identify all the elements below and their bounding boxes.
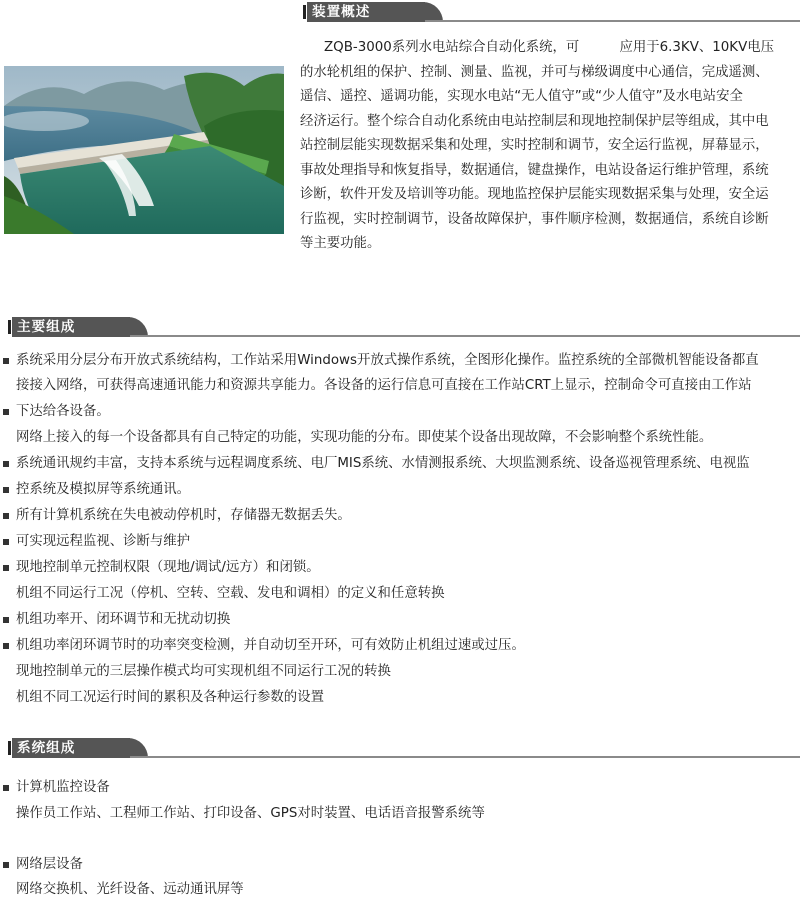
list-item: 机组不同工况运行时间的累积及各种运行参数的设置 bbox=[16, 690, 324, 705]
bullet-icon bbox=[3, 461, 9, 467]
header-accent-bar bbox=[303, 5, 306, 19]
list-item: 接接入网络，可获得高速通讯能力和资源共享能力。各设备的运行信息可直接在工作站CRT上显示，控制命令可直接由工作站 bbox=[16, 378, 752, 393]
overview-line: 经济运行。整个综合自动化系统由电站控制层和现地控制保护层等组成，其中电 bbox=[300, 113, 769, 129]
system-group-heading: 计算机监控设备 bbox=[16, 780, 110, 795]
system-group-detail: 操作员工作站、工程师工作站、打印设备、GPS对时装置、电话语音报警系统等 bbox=[16, 806, 485, 821]
overview-line: 诊断，软件开发及培训等功能。现地监控保护层能实现数据采集与处理，安全运 bbox=[300, 187, 769, 202]
overview-line: 等主要功能。 bbox=[300, 236, 381, 251]
list-item: 控系统及模拟屏等系统通讯。 bbox=[16, 482, 191, 497]
bullet-icon bbox=[3, 565, 9, 571]
bullet-icon bbox=[3, 358, 9, 364]
overview-line: 的水轮机组的保护、控制、测量、监视，并可与梯级调度中心通信，完成遥测、 bbox=[300, 64, 769, 80]
list-item: 可实现远程监视、诊断与维护 bbox=[16, 534, 191, 549]
hydropower-dam-photo bbox=[4, 66, 284, 234]
overview-paragraph bbox=[300, 36, 796, 257]
bullet-icon bbox=[3, 487, 9, 493]
header-rule bbox=[425, 20, 800, 22]
system-title: 系统组成 bbox=[12, 738, 130, 758]
bullet-icon bbox=[3, 862, 9, 868]
list-item: 机组功率闭环调节时的功率突变检测，并自动切至开环，可有效防止机组过速或过压。 bbox=[16, 638, 525, 653]
overview-line: 事故处理指导和恢复指导，数据通信，键盘操作，电站设备运行维护管理，系统 bbox=[300, 162, 769, 178]
bullet-icon bbox=[3, 539, 9, 545]
bullet-icon bbox=[3, 617, 9, 623]
bullet-icon bbox=[3, 785, 9, 791]
system-section-header bbox=[0, 738, 800, 758]
system-group-detail: 网络交换机、光纤设备、远动通讯屏等 bbox=[16, 882, 244, 897]
bullet-icon bbox=[3, 513, 9, 519]
list-item: 所有计算机系统在失电被动停机时，存储器无数据丢失。 bbox=[16, 508, 351, 523]
bullet-icon bbox=[3, 409, 9, 415]
overview-title: 装置概述 bbox=[307, 2, 425, 22]
overview-line: ZQB-3000系列水电站综合自动化系统，可 应用于6.3KV、10KV电压 bbox=[324, 40, 775, 55]
list-item: 现地控制单元控制权限（现地/调试/远方）和闭锁。 bbox=[16, 560, 320, 575]
list-item: 系统通讯规约丰富，支持本系统与远程调度系统、电厂MIS系统、水情测报系统、大坝监测系统、设备巡视管理系统、电视监 bbox=[16, 456, 750, 471]
overview-line: 站控制层能实现数据采集和处理，实时控制和调节，安全运行监视，屏幕显示， bbox=[300, 138, 769, 153]
overview-section-header bbox=[295, 2, 800, 22]
list-item: 网络上接入的每一个设备都具有自己特定的功能，实现功能的分布。即使某个设备出现故障，不会影响整个系统性能。 bbox=[16, 430, 713, 445]
system-group-heading: 网络层设备 bbox=[16, 857, 83, 872]
overview-line: 行监视，实时控制调节，设备故障保护，事件顺序检测，数据通信，系统自诊断 bbox=[300, 211, 769, 227]
header-rule bbox=[130, 756, 800, 758]
header-accent-bar bbox=[8, 741, 11, 755]
components-title: 主要组成 bbox=[12, 317, 130, 337]
list-item: 机组不同运行工况（停机、空转、空载、发电和调相）的定义和任意转换 bbox=[16, 586, 445, 601]
bullet-icon bbox=[3, 643, 9, 649]
list-item: 机组功率开、闭环调节和无扰动切换 bbox=[16, 612, 231, 627]
list-item: 现地控制单元的三层操作模式均可实现机组不同运行工况的转换 bbox=[16, 664, 391, 679]
header-rule bbox=[130, 335, 800, 337]
components-section-header bbox=[0, 317, 800, 337]
overview-line: 遥信、遥控、遥调功能，实现水电站“无人值守”或“少人值守”及水电站安全 bbox=[300, 89, 743, 104]
list-item: 系统采用分层分布开放式系统结构，工作站采用Windows开放式操作系统，全图形化操作。监控系统的全部微机智能设备都直 bbox=[16, 353, 759, 368]
list-item: 下达给各设备。 bbox=[16, 404, 110, 419]
header-accent-bar bbox=[8, 320, 11, 334]
